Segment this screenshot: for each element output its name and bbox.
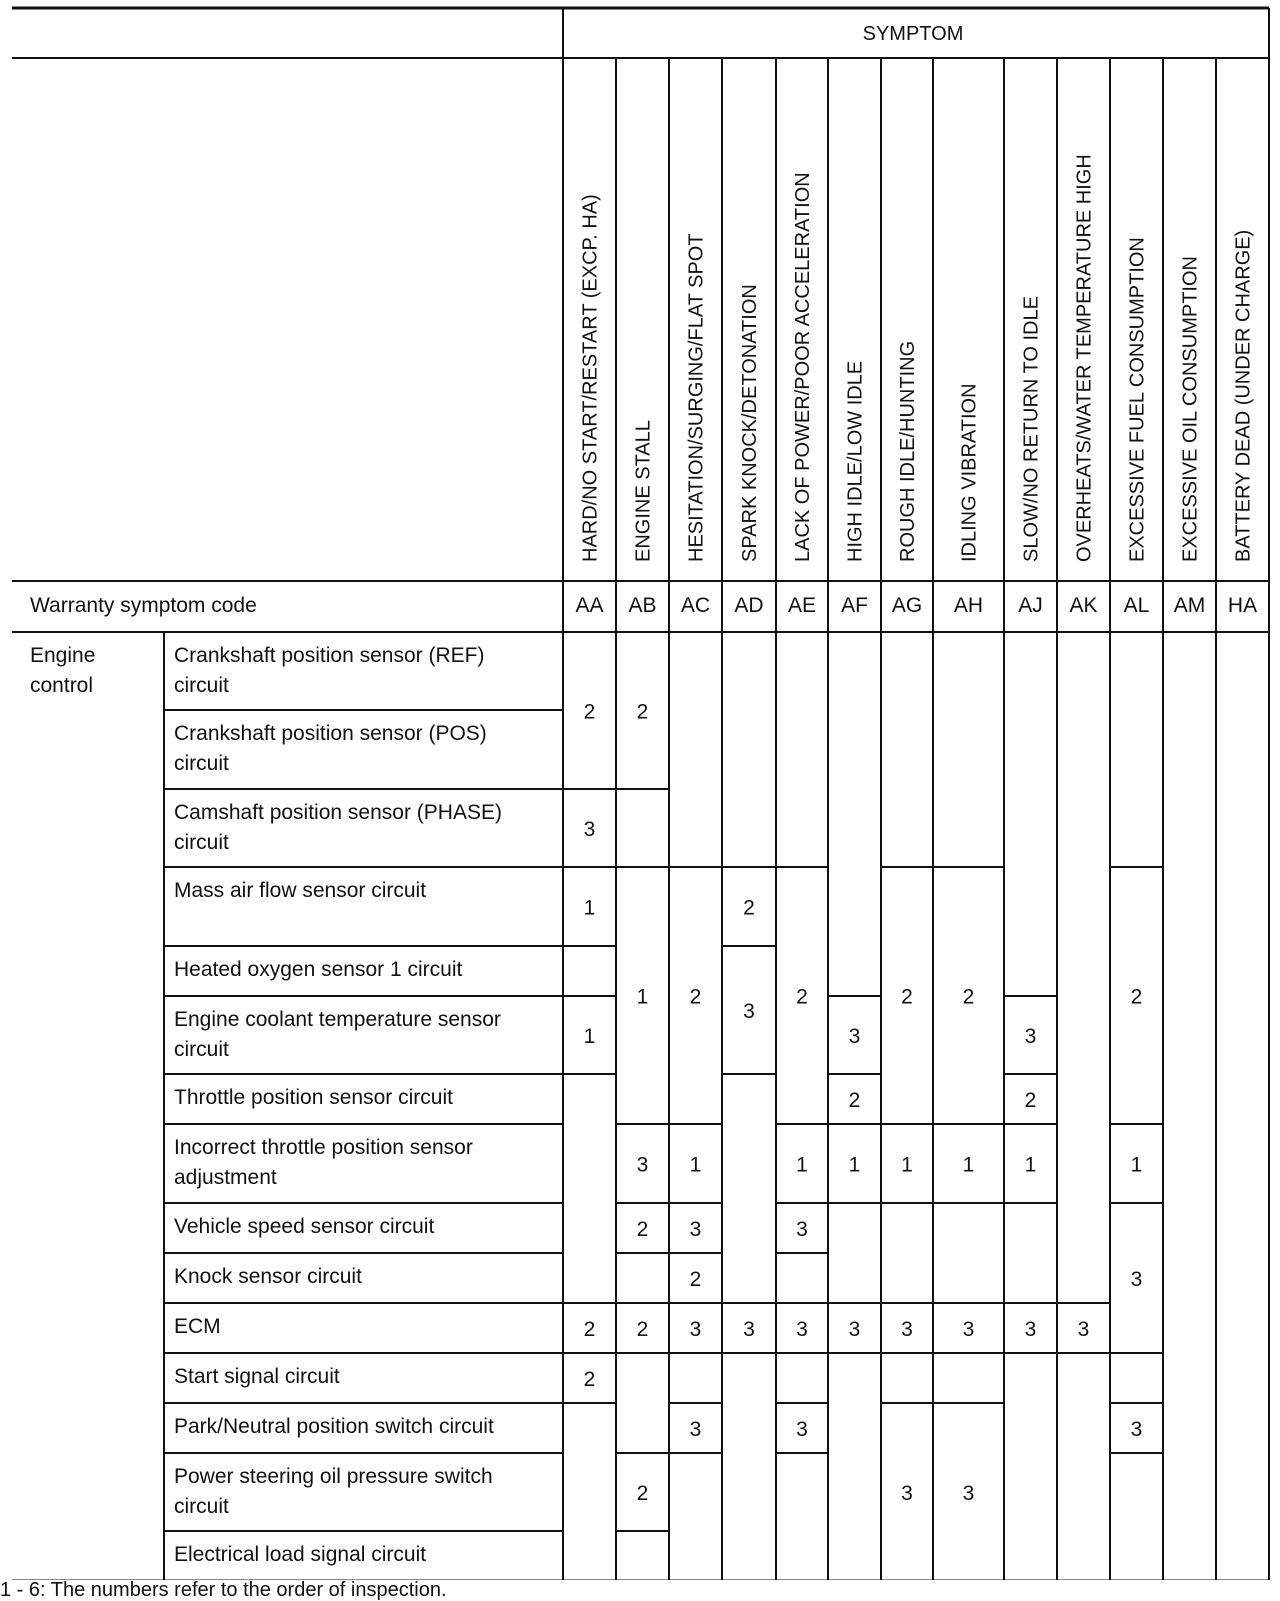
symptom-column-labels xyxy=(580,154,1255,562)
symptom-column-label: EXCESSIVE FUEL CONSUMPTION xyxy=(1126,237,1149,562)
inspection-order-value: 2 xyxy=(583,1368,596,1391)
symptom-column-label: IDLING VIBRATION xyxy=(958,383,981,562)
inspection-order-value: 3 xyxy=(962,1482,975,1505)
row-label: Incorrect throttle position sensor xyxy=(174,1136,473,1159)
inspection-order-value: 3 xyxy=(796,1218,808,1241)
inspection-order-value: 2 xyxy=(743,896,755,920)
inspection-order-value: 2 xyxy=(689,985,702,1009)
inspection-order-value: 3 xyxy=(689,1418,702,1441)
inspection-order-value: 1 xyxy=(962,1153,975,1177)
row-label: adjustment xyxy=(174,1166,277,1189)
symptom-column-label: SPARK KNOCK/DETONATION xyxy=(739,284,761,562)
inspection-order-value: 1 xyxy=(583,1025,596,1048)
warranty-code: AD xyxy=(734,594,764,617)
row-label: Park/Neutral position switch circuit xyxy=(174,1415,494,1438)
inspection-order-value: 1 xyxy=(1024,1153,1037,1177)
symptom-column-label: EXCESSIVE OIL CONSUMPTION xyxy=(1179,256,1202,562)
inspection-order-value: 2 xyxy=(796,985,808,1009)
row-label: circuit xyxy=(174,1495,229,1518)
row-label: circuit xyxy=(174,831,229,854)
warranty-code: AG xyxy=(891,594,923,617)
inspection-order-value: 3 xyxy=(796,1418,808,1441)
inspection-order-value: 1 xyxy=(848,1153,861,1177)
warranty-symptom-code-label: Warranty symptom code xyxy=(30,594,257,617)
row-label: Start signal circuit xyxy=(174,1365,340,1388)
inspection-order-value: 2 xyxy=(583,700,596,724)
inspection-order-value: 2 xyxy=(636,1482,649,1505)
warranty-code: HA xyxy=(1227,594,1258,617)
inspection-order-value: 1 xyxy=(636,985,649,1009)
inspection-order-value: 1 xyxy=(796,1153,808,1177)
inspection-order-value: 3 xyxy=(796,1318,808,1341)
inspection-order-value: 3 xyxy=(1024,1025,1037,1048)
row-label: ECM xyxy=(174,1315,221,1338)
row-label: Mass air flow sensor circuit xyxy=(174,879,427,902)
inspection-order-value: 2 xyxy=(1024,1089,1037,1112)
inspection-order-value: 1 xyxy=(1130,1153,1143,1177)
inspection-order-value: 3 xyxy=(743,1318,755,1341)
row-label: Throttle position sensor circuit xyxy=(174,1086,453,1109)
inspection-order-value: 2 xyxy=(901,985,913,1009)
inspection-order-value: 2 xyxy=(848,1089,861,1112)
row-label: Crankshaft position sensor (REF) xyxy=(174,644,485,667)
row-label: circuit xyxy=(174,1038,229,1061)
row-label: Crankshaft position sensor (POS) xyxy=(174,722,487,745)
inspection-order-value: 3 xyxy=(848,1025,861,1048)
inspection-order-value: 2 xyxy=(636,1318,649,1341)
inspection-order-value: 1 xyxy=(901,1153,913,1177)
symptom-column-label: LACK OF POWER/POOR ACCELERATION xyxy=(792,172,814,562)
inspection-order-value: 3 xyxy=(689,1318,702,1341)
warranty-code: AM xyxy=(1173,594,1206,617)
row-label: Heated oxygen sensor 1 circuit xyxy=(174,958,463,981)
inspection-order-value: 3 xyxy=(1077,1318,1090,1341)
warranty-code: AF xyxy=(841,594,868,617)
inspection-order-value: 3 xyxy=(1130,1268,1143,1291)
warranty-code-row xyxy=(30,594,1257,617)
inspection-order-value: 2 xyxy=(583,1318,596,1341)
cell-values xyxy=(584,701,1143,1506)
row-label: Camshaft position sensor (PHASE) xyxy=(174,801,502,824)
warranty-code: AL xyxy=(1123,594,1150,617)
category-label: control xyxy=(30,674,94,697)
inspection-order-value: 3 xyxy=(901,1482,913,1505)
symptom-column-label: HIGH IDLE/LOW IDLE xyxy=(844,360,867,562)
warranty-code: AB xyxy=(628,594,657,617)
inspection-order-value: 1 xyxy=(583,896,596,920)
category-cell xyxy=(30,644,95,697)
symptom-header: SYMPTOM xyxy=(862,23,964,45)
symptom-column-label: HARD/NO START/RESTART (EXCP. HA) xyxy=(579,194,602,562)
table-header xyxy=(863,23,964,45)
warranty-code: AE xyxy=(787,594,817,617)
row-label: Engine coolant temperature sensor xyxy=(174,1008,501,1031)
row-label: Vehicle speed sensor circuit xyxy=(174,1215,435,1238)
inspection-order-value: 2 xyxy=(636,1218,649,1241)
row-label: Electrical load signal circuit xyxy=(174,1543,427,1566)
inspection-order-value: 3 xyxy=(1130,1418,1143,1441)
inspection-order-value: 2 xyxy=(636,700,649,724)
warranty-code: AH xyxy=(953,594,984,617)
inspection-order-value: 3 xyxy=(689,1218,702,1241)
row-label: Knock sensor circuit xyxy=(174,1265,362,1288)
inspection-order-value: 2 xyxy=(689,1268,702,1291)
symptom-column-label: BATTERY DEAD (UNDER CHARGE) xyxy=(1232,229,1255,562)
inspection-order-value: 1 xyxy=(689,1153,702,1177)
category-label: Engine xyxy=(30,644,96,667)
inspection-order-value: 3 xyxy=(962,1318,975,1341)
row-label: Power steering oil pressure switch xyxy=(174,1465,493,1488)
symptom-column-label: HESITATION/SURGING/FLAT SPOT xyxy=(685,233,708,562)
symptom-column-label: ROUGH IDLE/HUNTING xyxy=(897,340,919,562)
inspection-order-value: 2 xyxy=(1130,985,1143,1009)
inspection-order-value: 3 xyxy=(901,1318,913,1341)
warranty-code: AC xyxy=(680,594,711,617)
inspection-order-value: 3 xyxy=(636,1153,649,1177)
inspection-order-value: 3 xyxy=(583,818,596,841)
inspection-order-value: 3 xyxy=(848,1318,861,1341)
symptom-column-label: ENGINE STALL xyxy=(632,420,655,562)
inspection-order-value: 3 xyxy=(743,1000,755,1023)
inspection-order-value: 2 xyxy=(962,985,975,1009)
row-label: circuit xyxy=(174,674,229,697)
symptom-column-label: SLOW/NO RETURN TO IDLE xyxy=(1020,296,1043,562)
warranty-code: AA xyxy=(575,594,604,617)
row-label: circuit xyxy=(174,752,229,775)
inspection-order-value: 3 xyxy=(1024,1318,1037,1341)
warranty-code: AJ xyxy=(1018,594,1043,617)
symptom-column-label: OVERHEATS/WATER TEMPERATURE HIGH xyxy=(1073,154,1096,562)
row-labels xyxy=(174,644,502,1566)
warranty-code: AK xyxy=(1069,594,1098,617)
footnote: 1 - 6: The numbers refer to the order of inspection. xyxy=(0,1579,447,1601)
